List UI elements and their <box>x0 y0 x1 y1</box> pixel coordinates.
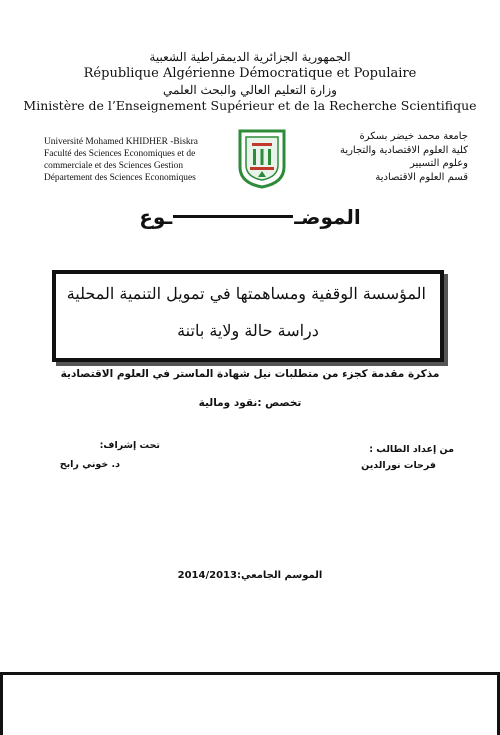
header-french-republic: République Algérienne Démocratique et Populaire <box>83 66 417 81</box>
university-fr-line: Département des Sciences Economiques <box>44 173 196 183</box>
thesis-subtitle: دراسة حالة ولاية باتنة <box>177 321 319 340</box>
subject-heading <box>0 205 500 229</box>
subject-heading-start: الموضـ <box>294 205 361 229</box>
university-ar-line: قسم العلوم الاقتصادية <box>375 171 468 183</box>
university-fr-line: Faculté des Sciences Economiques et de <box>44 149 196 159</box>
subject-heading-kashida <box>173 215 293 218</box>
university-info-arabic <box>328 130 468 184</box>
university-ar-line: كلية العلوم الاقتصادية والتجارية <box>339 144 468 156</box>
university-fr-line: commerciale et des Sciences Gestion <box>44 161 184 171</box>
university-info-french <box>44 136 234 184</box>
academic-year: الموسم الجامعي:2014/2013 <box>177 570 323 581</box>
memo-description: مذكرة مقدمة كجزء من متطلبات نيل شهادة الماستر في العلوم الاقتصادية <box>60 368 440 380</box>
university-ar-line: جامعة محمد خيضر بسكرة <box>359 131 468 142</box>
header-arabic-republic: الجمهورية الجزائرية الديمقراطية الشعبية <box>149 50 351 64</box>
university-fr-line: Université Mohamed KHIDHER -Biskra <box>44 137 198 147</box>
thesis-title: المؤسسة الوقفية ومساهمتها في تمويل التنمية المحلية <box>66 284 426 303</box>
header-arabic-ministry: وزارة التعليم العالي والبحث العلمي <box>163 83 337 97</box>
subject-heading-end: ـوع <box>139 205 173 229</box>
university-ar-line: وعلوم التسيير <box>410 158 468 169</box>
student-name: فرحات نورالدين <box>361 460 436 471</box>
supervisor-label: تحت إشراف: <box>99 440 160 451</box>
supervisor-name: د. خوني رابح <box>59 459 120 470</box>
student-label: من إعداد الطالب : <box>369 444 454 455</box>
university-logo-icon <box>236 127 288 189</box>
header-french-ministry: Ministère de l’Enseignement Supérieur et de la Recherche Scientifique <box>23 98 477 113</box>
thesis-title-box <box>52 270 444 362</box>
specialty: تخصص :نقود ومالية <box>198 397 302 409</box>
next-page-border <box>0 672 500 735</box>
